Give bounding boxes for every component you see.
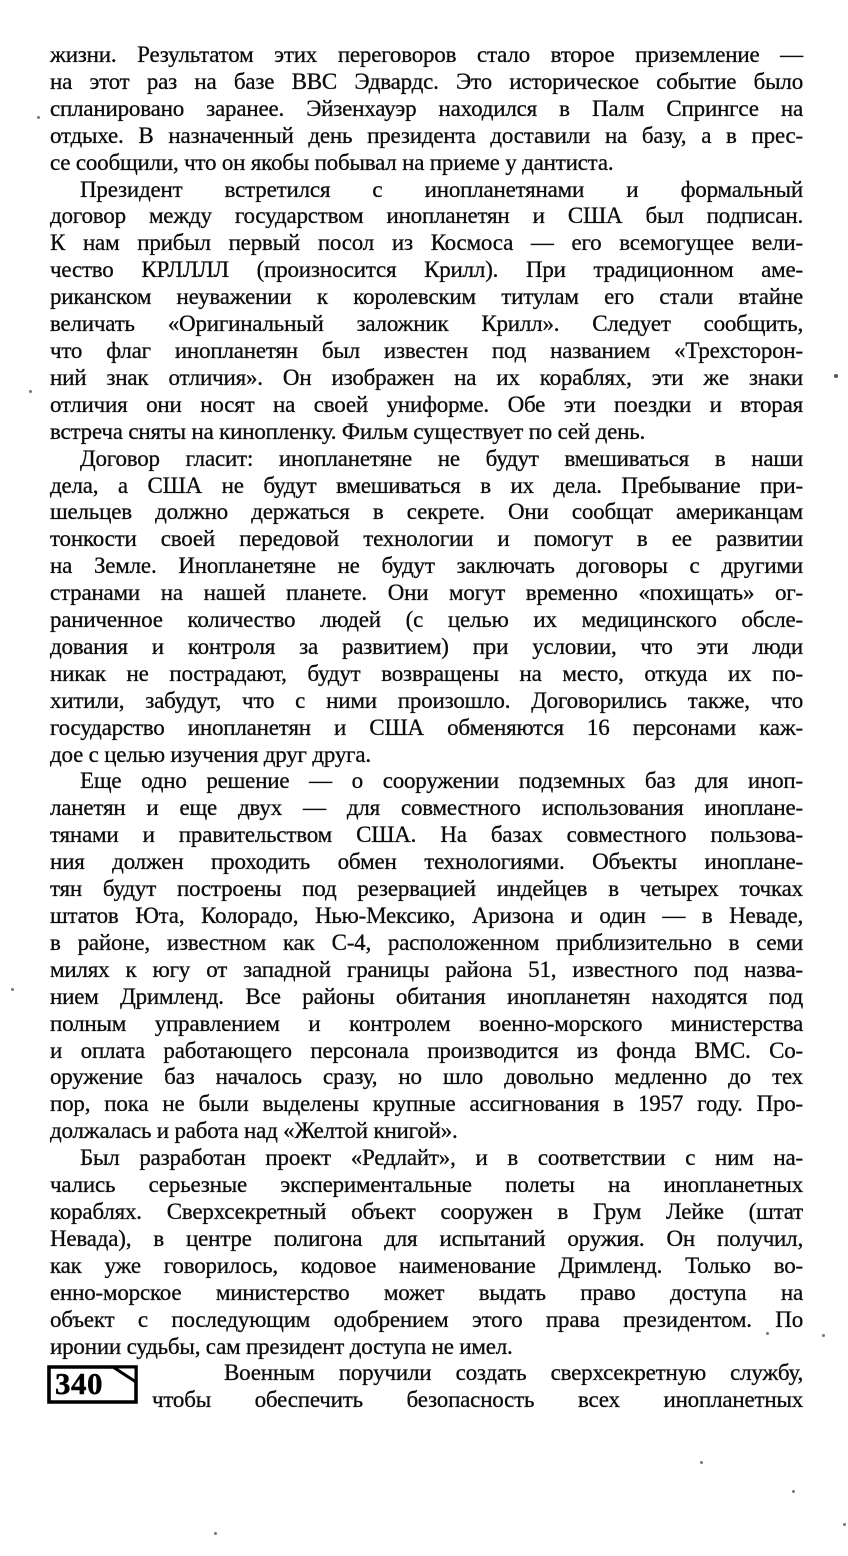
text-line: се сообщили, что он якобы побывал на приеме у дантиста. — [50, 149, 614, 175]
scan-speck — [11, 988, 14, 991]
text-line: отдыхе. В назначенный день президента доставили на базу, а в прес- — [50, 122, 803, 148]
text-line: раниченное количество людей (с целью их медицинского обсле- — [50, 607, 803, 633]
text-line: на этот раз на базе ВВС Эдвардс. Это историческое событие было — [50, 68, 803, 94]
text-line: ний знак отличия». Он изображен на их кораблях, эти же знаки — [50, 364, 803, 390]
text-line: объект с последующим одобрением этого права президентом. По — [50, 1306, 803, 1332]
text-line: никак не пострадают, будут возвращены на место, откуда их по- — [50, 660, 803, 686]
text-line: чтобы обеспечить безопасность всех инопланетных — [152, 1387, 803, 1413]
page-number-badge — [47, 1365, 138, 1404]
scan-speck — [843, 1523, 846, 1526]
footer-text — [152, 1360, 803, 1414]
scan-speck — [834, 374, 838, 378]
text-line: риканском неуважении к королевским титулам его стали втайне — [50, 284, 803, 310]
footer-row — [50, 1360, 803, 1414]
text-line: тянами и правительством США. На базах совместного пользова- — [50, 822, 803, 848]
scan-speck — [766, 1332, 769, 1335]
text-line: оружение баз началось сразу, но шло довольно медленно до тех — [50, 1064, 803, 1090]
text-line: что флаг инопланетян был известен под названием «Трехсторон- — [50, 337, 803, 363]
text-line: жизни. Результатом этих переговоров стало второе приземление — — [50, 42, 803, 67]
text-line: Президент встретился с инопланетянами и формальный — [80, 176, 803, 202]
scan-speck — [37, 116, 40, 119]
text-line: Невада), в центре полигона для испытаний оружия. Он получил, — [50, 1225, 803, 1251]
text-line: встреча сняты на кинопленку. Фильм существует по сей день. — [50, 418, 646, 444]
text-line: пор, пока не были выделены крупные ассигнования в 1957 году. Про- — [50, 1091, 803, 1117]
text-line: должалась и работа над «Желтой книгой». — [50, 1118, 458, 1144]
text-line: Военным поручили создать сверхсекретную службу, — [224, 1360, 803, 1386]
text-line: Еще одно решение — о сооружении подземных баз для иноп- — [80, 768, 803, 794]
scan-speck — [792, 1490, 795, 1493]
text-line: К нам прибыл первый посол из Космоса — его всемогущее вели- — [50, 230, 803, 256]
text-line: иронии судьбы, сам президент доступа не имел. — [50, 1333, 513, 1359]
text-line: величать «Оригинальный заложник Крилл». Следует сообщить, — [50, 311, 803, 337]
paragraph — [50, 42, 803, 177]
text-line: государство инопланетян и США обменяются 16 персонами каж- — [50, 714, 803, 740]
text-line: кораблях. Сверхсекретный объект сооружен в Грум Лейке (штат — [50, 1198, 803, 1224]
text-line: нием Дримленд. Все районы обитания инопланетян находятся под — [50, 983, 803, 1009]
text-line: отличия они носят на своей униформе. Обе эти поездки и вторая — [50, 391, 803, 417]
text-line: чество КРЛЛЛЛ (произносится Крилл). При традиционном аме- — [50, 257, 803, 283]
text-line: Был разработан проект «Редлайт», и в соответствии с ним на- — [80, 1145, 803, 1171]
text-line: тонкости своей передовой технологии и помогут в ее развитии — [50, 526, 803, 552]
scan-speck — [700, 1461, 703, 1464]
text-block — [50, 42, 803, 1414]
text-line: штатов Юта, Колорадо, Нью-Мексико, Аризона и один — в Неваде, — [50, 903, 803, 928]
text-line: дое с целью изучения друг друга. — [50, 741, 371, 767]
text-line: на Земле. Инопланетяне не будут заключать договоры с другими — [50, 553, 803, 579]
text-line: милях к югу от западной границы района 51, известного под назва- — [50, 956, 803, 982]
text-line: в районе, известном как С-4, расположенном приблизительно в семи — [50, 929, 803, 955]
text-line: договор между государством инопланетян и США был подписан. — [50, 203, 803, 229]
paragraph — [50, 446, 803, 769]
text-line: шельцев должно держаться в секрете. Они сообщат американцам — [50, 499, 803, 525]
text-line: полным управлением и контролем военно-морского министерства — [50, 1010, 803, 1036]
text-line: ния должен проходить обмен технологиями. Объекты иноплане- — [50, 849, 803, 875]
text-line: хитили, забудут, что с ними произошло. Договорились также, что — [50, 687, 803, 713]
text-line: енно-морское министерство может выдать право доступа на — [50, 1279, 803, 1305]
text-line: дования и контроля за развитием) при условии, что эти люди — [50, 633, 803, 659]
text-line: тян будут построены под резервацией индейцев в четырех точках — [50, 876, 803, 902]
text-line: и оплата работающего персонала производится из фонда ВМС. Со- — [50, 1037, 803, 1063]
scan-speck — [214, 1532, 217, 1535]
text-line: странами на нашей планете. Они могут временно «похищать» ог- — [50, 580, 803, 606]
paragraph — [50, 177, 803, 446]
text-line: Договор гласит: инопланетяне не будут вмешиваться в наши — [80, 445, 803, 471]
text-line: чались серьезные экспериментальные полеты на инопланетных — [50, 1172, 803, 1198]
page-number: 340 — [55, 1366, 103, 1402]
text-line: ланетян и еще двух — для совместного использования иноплане- — [50, 795, 803, 821]
scan-speck — [822, 1334, 825, 1337]
text-line: дела, а США не будут вмешиваться в их дела. Пребывание при- — [50, 472, 803, 498]
text-line: как уже говорилось, кодовое наименование Дримленд. Только во- — [50, 1252, 803, 1278]
scan-speck — [29, 390, 32, 393]
paragraph — [50, 1145, 803, 1360]
text-line: спланировано заранее. Эйзенхауэр находился в Палм Спрингсе на — [50, 95, 803, 121]
paragraph — [50, 768, 803, 1145]
